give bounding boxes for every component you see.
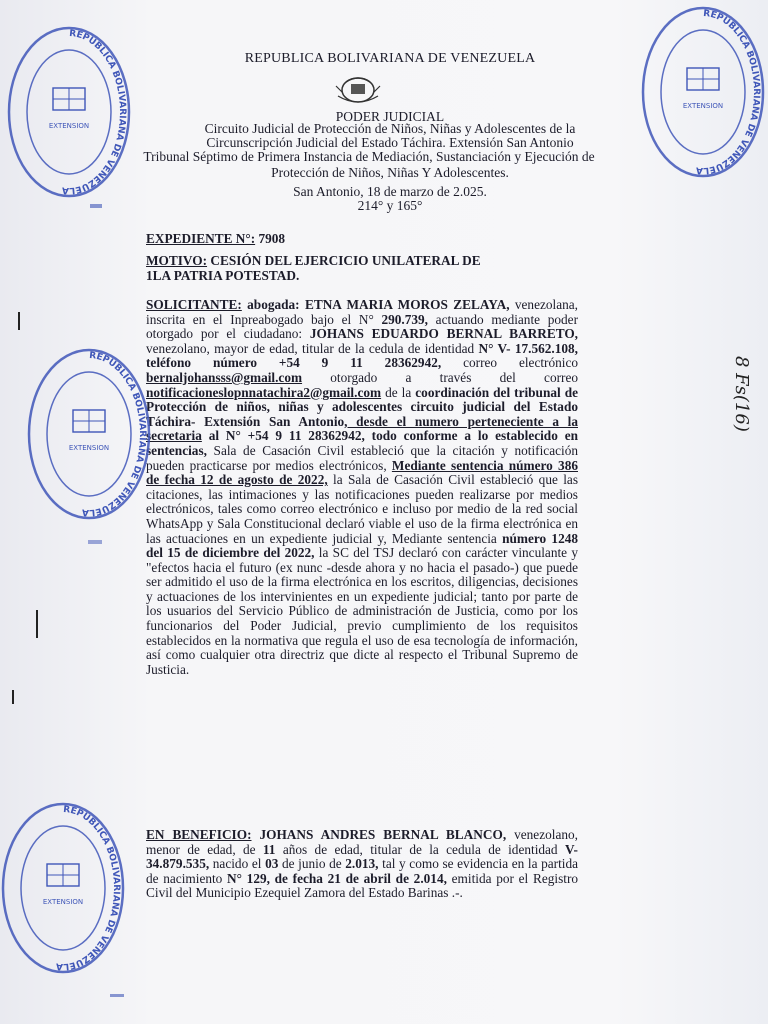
solicitante-sentencia-386: Mediante sentencia número 386 de fecha 12 de agosto de 2022, <box>146 457 578 488</box>
expediente-line <box>146 232 578 247</box>
solicitante-correo-label: correo electrónico <box>441 355 579 371</box>
beneficio-partida-number: N° 129, <box>227 870 270 886</box>
beneficio-paragraph <box>146 828 578 901</box>
handwritten-folio-text: 8 Fs(16) <box>731 356 752 432</box>
beneficio-label: EN BENEFICIO: <box>146 827 252 842</box>
beneficio-partida-date: de fecha 21 de abril de 2.014, <box>269 870 447 886</box>
solicitante-cedula-text: venezolano, mayor de edad, titular de la cedula de identidad <box>146 340 479 356</box>
motivo-line2: 1LA PATRIA POTESTAD. <box>146 267 300 283</box>
solicitante-ciudadano: JOHANS EDUARDO BERNAL BARRETO, <box>309 326 578 342</box>
solicitante-label: SOLICITANTE: <box>146 297 242 312</box>
handwritten-note <box>722 352 762 432</box>
header-poder-judicial: PODER JUDICIAL <box>335 109 445 124</box>
scan-mark <box>88 540 102 544</box>
beneficio-day: 03 <box>265 856 279 872</box>
solicitante-citaciones: la Sala de Casación Civil estableció que las citaciones, las intimaciones y las notificaciones pueden realizarse por medios electrónicos, tales como correo electrónico e incluso por medio de la red social WhatsApp y Sala Constitucional declaró viable el uso de la firma electrónica en las actuaciones en un expediente judicial y, Mediante sentencia <box>146 472 578 546</box>
beneficio-nacido: nacido el <box>209 856 266 872</box>
beneficio-age: 11 <box>262 841 276 857</box>
solicitante-sala-casacion: Sala de Casación Civil estableció que la citación y notificación pueden practicarse por medios electrónicos, <box>146 442 578 473</box>
stamp-inner-text: EXTENSION <box>42 898 84 906</box>
svg-text:REPUBLICA BOLIVARIANA DE VENEZ <box>81 351 147 517</box>
solicitante-inpre-number: 290.739, <box>381 311 428 327</box>
solicitante-otorgado: otorgado a través del correo <box>302 369 578 385</box>
stamp-inner-text: EXTENSION <box>48 122 90 130</box>
stamp-inner-text: EXTENSION <box>682 102 724 110</box>
scan-mark <box>90 204 102 208</box>
solicitante-email-notificaciones: notificacioneslopnnatachira2@gmail.com <box>146 384 382 400</box>
court-stamp-icon <box>640 4 766 180</box>
beneficio-registro: emitida por el Registro Civil del Municipio Ezequiel Zamora del Estado Barinas .-. <box>146 870 579 901</box>
header-circuito: Circuito Judicial de Protección de Niños, Niñas y Adolescentes de la <box>204 121 576 136</box>
scan-mark <box>36 610 38 638</box>
solicitante-de-la: de la <box>381 384 416 400</box>
solicitante-numero: al N° +54 9 11 28362942, todo conforme a lo establecido en sentencias, <box>146 428 578 458</box>
motivo-line1: CESIÓN DEL EJERCICIO UNILATERAL DE <box>207 253 481 268</box>
solicitante-inpre: venezolana, inscrita en el Inpreabogado bajo el N° <box>146 297 578 327</box>
stamp-ring-text: REPUBLICA BOLIVARIANA DE VENEZUELA <box>55 804 121 972</box>
solicitante-secretaria: , desde el numero perteneciente a la secretaria <box>146 413 578 444</box>
scan-mark <box>18 312 20 330</box>
beneficio-menor: venezolano, menor de edad, de <box>146 827 578 857</box>
solicitante-poder: actuando mediante poder otorgado por el ciudadano: <box>146 311 578 342</box>
beneficio-year: 2.013, <box>345 856 379 872</box>
scan-mark <box>110 994 124 997</box>
solicitante-firma-electronica: la SC del TSJ declaró con carácter vinculante y "efectos hacia el futuro (ex nunc -desde ahora y no hacia el pasado-) que puede ser admitido el uso de la firma electrónica en los escritos, diligencias, decisiones y actuaciones de los intervinientes en un expediente judicial; tanto por parte de los usuarios del Servicio Público de administración de Justicia, como por los funcionarios del Poder Judicial, previo cumplimiento de los requisitos establecidos en la normativa que regula el uso de esa tecnología de información, así como cualquier otra directriz que dicte al respecto el Tribunal Supremo de Justicia. <box>146 545 578 677</box>
header-years: 214° y 165° <box>357 198 423 213</box>
scan-mark <box>12 690 14 704</box>
motivo-label: MOTIVO: <box>146 253 208 268</box>
beneficio-cedula: V- 34.879.535, <box>146 841 578 872</box>
motivo-paragraph <box>146 254 578 283</box>
solicitante-paragraph <box>146 298 578 677</box>
beneficio-name: JOHANS ANDRES BERNAL BLANCO, <box>251 827 507 842</box>
svg-text:REPUBLICA BOLIVARIANA DE VENEZ <box>55 805 121 971</box>
svg-text:REPUBLICA BOLIVARIANA DE VENEZ <box>61 29 127 195</box>
solicitante-cedula-phone: N° V- 17.562.108, teléfono número +54 9 11 28362942, <box>146 340 578 371</box>
court-stamp-icon <box>0 800 126 976</box>
svg-text:REPUBLICA BOLIVARIANA DE VENEZ <box>695 9 761 175</box>
beneficio-month: de junio de <box>278 856 346 872</box>
court-stamp-icon <box>6 24 132 200</box>
beneficio-cedula-text: años de edad, titular de la cedula de identidad <box>275 841 565 857</box>
stamp-inner-text: EXTENSION <box>68 444 110 452</box>
expediente-label: EXPEDIENTE N°: <box>146 231 256 246</box>
solicitante-sentencia-1248: número 1248 del 15 de diciembre del 2022, <box>146 530 579 561</box>
solicitante-email: bernaljohansss@gmail.com <box>146 369 303 385</box>
header-proteccion: Protección de Niños, Niñas Y Adolescentes. <box>271 165 509 180</box>
stamp-ring-text: REPUBLICA BOLIVARIANA DE VENEZUELA <box>695 8 761 176</box>
expediente-value: 7908 <box>255 231 286 246</box>
beneficio-partida: tal y como se evidencia en la partida de nacimiento <box>146 856 579 886</box>
solicitante-zelaya: ZELAYA, <box>453 297 510 312</box>
header-tribunal: Tribunal Séptimo de Primera Instancia de Mediación, Sustanciación y Ejecución de <box>143 149 595 164</box>
solicitante-coordinacion: coordinación del tribunal de Protección de niños, niñas y adolescentes circuito judicial del Estado Táchira- Extensión San Antonio <box>146 384 578 429</box>
header-circunscripcion: Circunscripción Judicial del Estado Táchira. Extensión San Antonio <box>206 135 574 150</box>
header-republica: REPUBLICA BOLIVARIANA DE VENEZUELA <box>244 51 536 66</box>
solicitante-abogada: abogada: ETNA MARIA MOROS <box>241 297 448 312</box>
stamp-ring-text: REPUBLICA BOLIVARIANA DE VENEZUELA <box>61 28 127 196</box>
stamp-ring-text: REPUBLICA BOLIVARIANA DE VENEZUELA <box>81 350 147 518</box>
coat-of-arms-icon <box>330 72 386 108</box>
court-stamp-icon <box>26 346 152 522</box>
header-date: San Antonio, 18 de marzo de 2.025. <box>293 184 487 199</box>
